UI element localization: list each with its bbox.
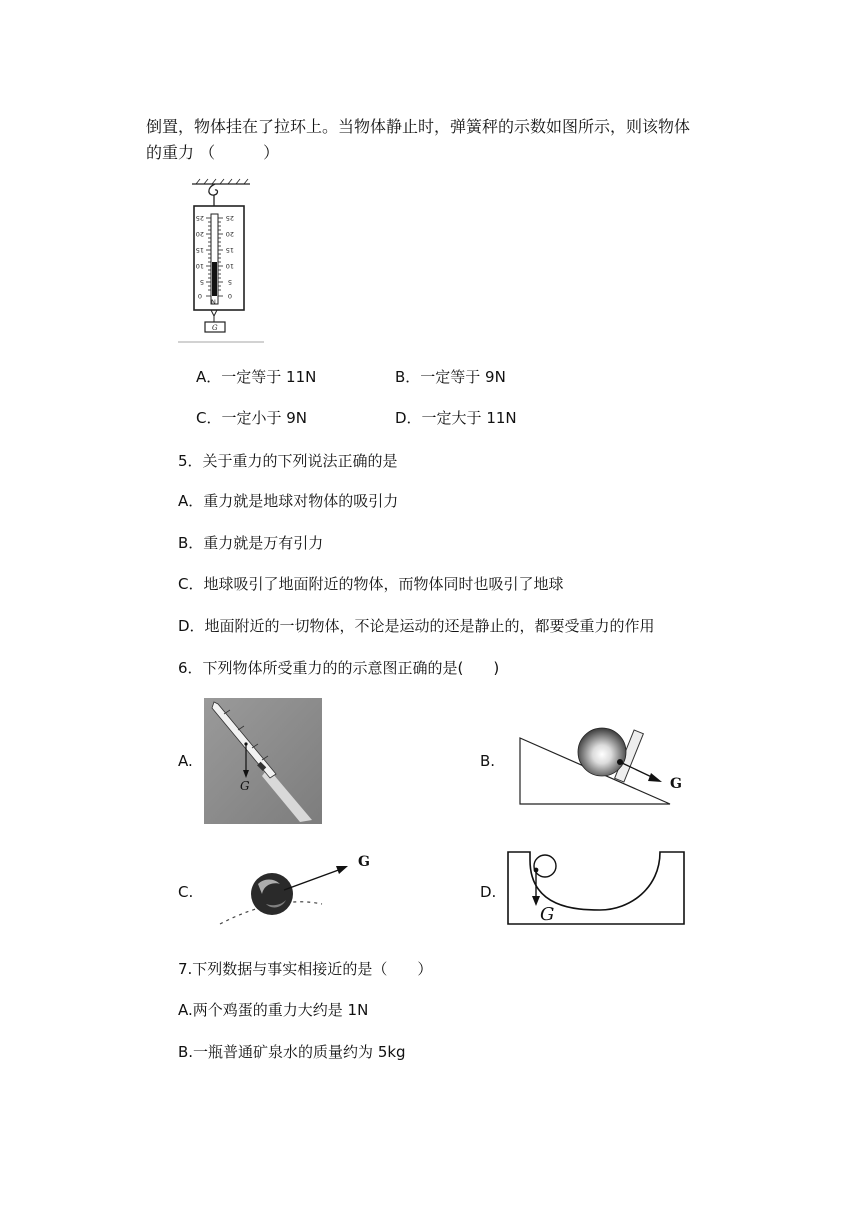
q4-option-a: A．一定等于 11N [196, 368, 317, 386]
scale-left-tick-0: 0 [197, 292, 202, 300]
bowl-ball-figure [506, 848, 686, 928]
q5-stem: 5．关于重力的下列说法正确的是 [178, 452, 398, 470]
weight-label: G [212, 324, 218, 332]
q7-stem: 7.下列数据与事实相接近的是（ ） [178, 960, 433, 978]
q4-option-b: B．一定等于 9N [395, 368, 506, 386]
projectile-figure [218, 848, 380, 928]
q6-option-d-label: D. [480, 883, 497, 901]
scale-right-tick-15: 15 [225, 246, 234, 254]
bowl-ball-diagram [506, 848, 686, 928]
scale-left-tick-10: 10 [195, 262, 204, 270]
q6-option-b-label: B. [480, 752, 496, 770]
scale-left-tick-15: 15 [195, 246, 204, 254]
scale-left-tick-20: 20 [195, 230, 204, 238]
bowl-g-label: G [540, 904, 555, 925]
scale-right-tick-5: 5 [227, 278, 232, 286]
q6-stem: 6．下列物体所受重力的的示意图正确的是( ) [178, 659, 500, 677]
q6-option-c-label: C. [178, 883, 194, 901]
q5-option-d: D．地面附近的一切物体，不论是运动的还是静止的，都要受重力的作用 [178, 617, 655, 635]
scale-right-tick-25: 25 [225, 214, 234, 222]
q4-option-d: D．一定大于 11N [395, 409, 517, 427]
scale-unit: N [211, 298, 216, 306]
q4-option-c: C．一定小于 9N [196, 409, 308, 427]
scale-right-tick-0: 0 [227, 292, 232, 300]
incline-ball-diagram [516, 718, 692, 808]
incline-g-label: G [670, 776, 682, 792]
q7-option-b: B.一瓶普通矿泉水的质量约为 5kg [178, 1043, 406, 1061]
q4-stem-line1: 倒置，物体挂在了拉环上。当物体静止时，弹簧秤的示数如图所示，则该物体 [146, 117, 691, 136]
rocket-diagram [204, 698, 322, 824]
scale-right-tick-10: 10 [225, 262, 234, 270]
projectile-g-label: G [358, 854, 370, 870]
projectile-diagram [218, 848, 380, 928]
scale-right-tick-20: 20 [225, 230, 234, 238]
scale-left-tick-5: 5 [199, 278, 204, 286]
q4-stem-line2: 的重力 （ ） [146, 143, 280, 162]
q5-option-b: B．重力就是万有引力 [178, 534, 324, 552]
incline-ball-figure [516, 718, 692, 808]
q5-option-a: A．重力就是地球对物体的吸引力 [178, 492, 399, 510]
q7-option-a: A.两个鸡蛋的重力大约是 1N [178, 1001, 369, 1019]
q5-option-c: C．地球吸引了地面附近的物体，而物体同时也吸引了地球 [178, 575, 564, 593]
spring-scale-diagram [178, 178, 264, 344]
rocket-figure [204, 698, 322, 824]
rocket-g-label: G [240, 779, 250, 793]
q6-option-a-label: A. [178, 752, 193, 770]
spring-scale-figure [178, 178, 264, 344]
scale-left-tick-25: 25 [195, 214, 204, 222]
